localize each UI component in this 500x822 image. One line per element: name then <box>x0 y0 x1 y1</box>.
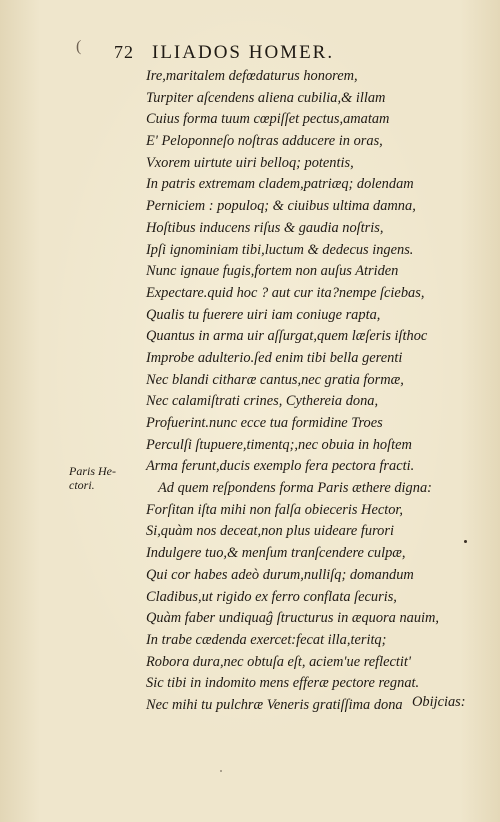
verse-line: Ipſi ignominiam tibi,luctum & dedecus ingens. <box>146 241 414 258</box>
verse-line: Nec mihi tu pulchræ Veneris gratiſſima dona <box>146 696 403 713</box>
verse-line: Profuerint.nunc ecce tua formidine Troes <box>146 415 383 431</box>
verse-line: Arma ferunt,ducis exemplo fera pectora fracti. <box>146 458 415 475</box>
verse-line: Qualis tu fuerere uiri iam coniuge rapta, <box>146 306 381 323</box>
verse-line: Improbe adulterio.ſed enim tibi bella gerenti <box>146 349 403 366</box>
verse-line: Ire,maritalem defœdaturus honorem, <box>146 68 358 84</box>
verse-line: In patris extremam cladem,patriæq; dolendam <box>146 176 414 193</box>
verse-line: Si,quàm nos deceat,non plus uideare furori <box>146 523 394 540</box>
verse-line: Qui cor habes adeò durum,nulliſq; domandum <box>146 566 414 583</box>
catchword: Obijcias: <box>412 694 466 710</box>
verse-line: Hoſtibus inducens riſus & gaudia noſtris, <box>146 219 384 236</box>
page-edge-mark: ( <box>76 38 82 55</box>
margin-note-line: ctori. <box>69 478 95 492</box>
verse-line: Sic tibi in indomito mens efferæ pectore regnat. <box>146 675 420 692</box>
margin-note <box>69 464 129 492</box>
verse-line: E' Peloponneſo noſtras adducere in oras, <box>146 133 383 150</box>
ink-speck <box>464 540 467 543</box>
margin-note-line: Paris He- <box>69 464 116 478</box>
verse-line: Cuius forma tuum cœpiſſet pectus,amatam <box>146 111 390 128</box>
ink-speck <box>220 770 222 772</box>
verse-line: Vxorem uirtute uiri belloq; potentis, <box>146 154 354 171</box>
verse-line: Quàm faber undiquaĝ ſtructurus in æquora nauim, <box>146 610 440 627</box>
verse-line-indented: Ad quem reſpondens forma Paris æthere digna: <box>158 480 432 497</box>
verse-line: Cladibus,ut rigido ex ferro conflata ſecuris, <box>146 588 397 605</box>
verse-line: In trabe cædenda exercet:fecat illa,teritq; <box>146 631 387 648</box>
verse-block <box>146 66 486 717</box>
running-title: ILIADOS HOMER. <box>152 42 335 63</box>
verse-line: Indulgere tuo,& menſum tranſcendere culpæ, <box>146 545 406 562</box>
verse-line: Forſitan iſta mihi non falſa obieceris Hector, <box>146 501 404 518</box>
page-number: 72 <box>114 42 134 62</box>
verse-line: Perculſi ſtupuere,timentq;,nec obuia in hoſtem <box>146 436 412 453</box>
verse-line: Quantus in arma uir aſſurgat,quem læſeris iſthoc <box>146 328 428 345</box>
verse-line: Nec blandi citharæ cantus,nec gratia formæ, <box>146 371 404 388</box>
verse-line: Perniciem : populoq; & ciuibus ultima damna, <box>146 198 416 215</box>
verse-line: Expectare.quid hoc ? aut cur ita?nempe ſciebas, <box>146 284 425 301</box>
running-head <box>114 42 474 64</box>
verse-line: Nec calamiſtrati crines, Cythereia dona, <box>146 393 379 410</box>
verse-line: Robora dura,nec obtuſa eſt, aciem'ue reflectit' <box>146 653 411 670</box>
verse-line: Turpiter aſcendens aliena cubilia,& illam <box>146 89 386 106</box>
verse-line: Nunc ignaue fugis,fortem non auſus Atriden <box>146 263 399 280</box>
